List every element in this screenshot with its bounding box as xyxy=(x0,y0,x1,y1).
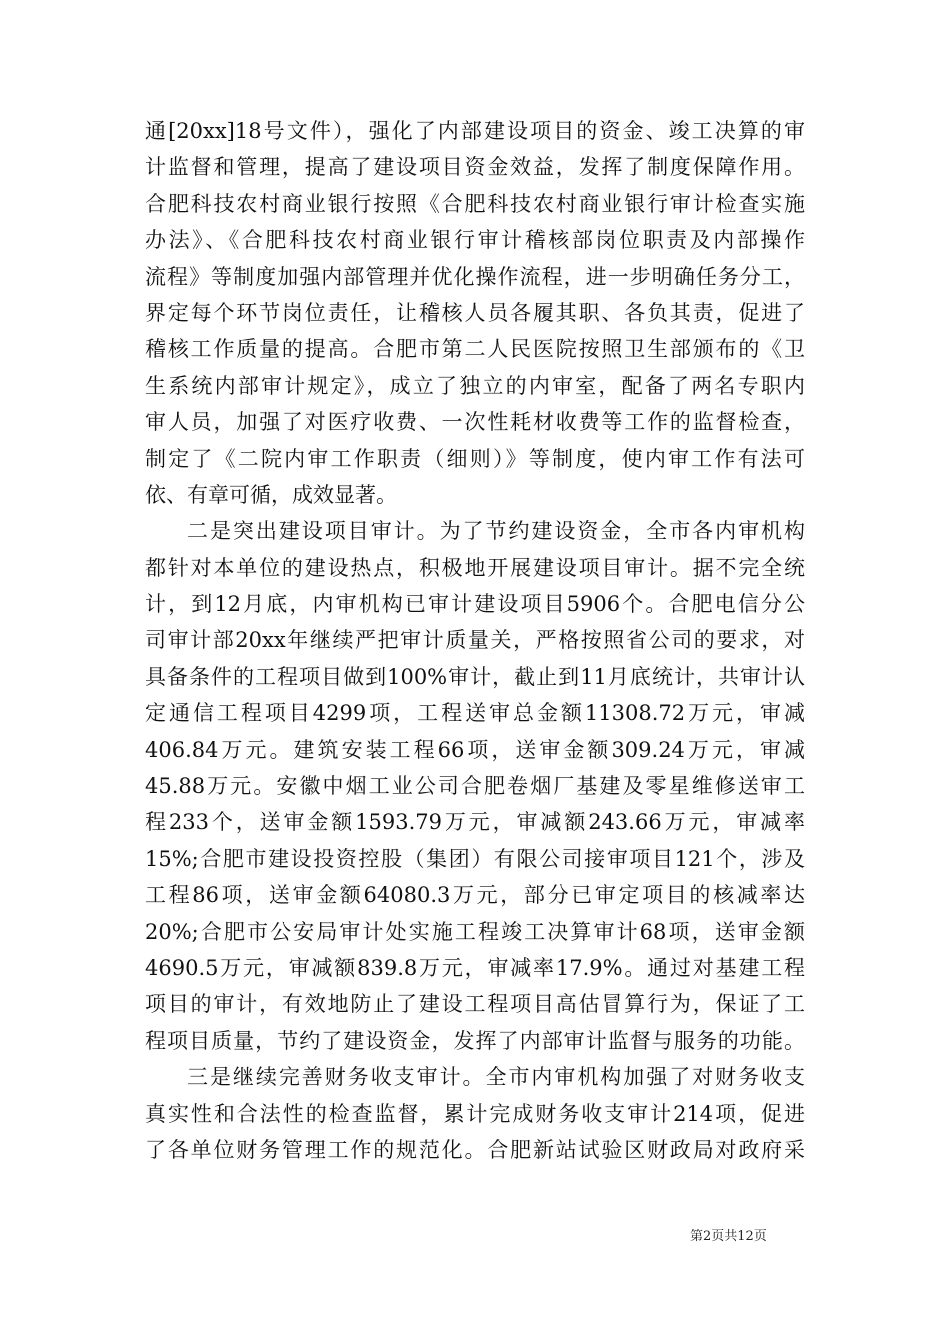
text-line: 4690.5万元，审减额839.8万元，审减率17.9%。通过对基建工程 xyxy=(145,955,805,980)
text-line: 45.88万元。安徽中烟工业公司合肥卷烟厂基建及零星维修送审工 xyxy=(145,774,805,799)
text-line: 办法》、《合肥科技农村商业银行审计稽核部岗位职责及内部操作 xyxy=(145,228,805,253)
text-line: 依、有章可循，成效显著。 xyxy=(145,482,397,507)
text-line: 工程86项，送审金额64080.3万元，部分已审定项目的核减率达 xyxy=(145,883,805,908)
text-line: 真实性和合法性的检查监督，累计完成财务收支审计214项，促进 xyxy=(145,1101,805,1126)
text-line: 计，到12月底，内审机构已审计建设项目5906个。合肥电信分公 xyxy=(145,592,805,617)
text-line: 15%;合肥市建设投资控股（集团）有限公司接审项目121个，涉及 xyxy=(145,846,805,871)
text-line: 合肥科技农村商业银行按照《合肥科技农村商业银行审计检查实施 xyxy=(145,191,805,216)
text-line: 审人员，加强了对医疗收费、一次性耗材收费等工作的监督检查， xyxy=(145,410,805,435)
text-line: 司审计部20xx年继续严把审计质量关，严格按照省公司的要求，对 xyxy=(145,628,805,653)
text-line: 通[20xx]18号文件），强化了内部建设项目的资金、竣工决算的审 xyxy=(145,119,805,143)
text-line: 计监督和管理，提高了建设项目资金效益，发挥了制度保障作用。 xyxy=(145,155,805,180)
text-line: 二是突出建设项目审计。为了节约建设资金，全市各内审机构 xyxy=(187,519,805,544)
text-line: 20%;合肥市公安局审计处实施工程竣工决算审计68项，送审金额 xyxy=(145,919,805,944)
text-line: 程233个，送审金额1593.79万元，审减额243.66万元，审减率 xyxy=(145,810,805,835)
text-line: 定通信工程项目4299项，工程送审总金额11308.72万元，审减 xyxy=(145,701,805,726)
text-line: 具备条件的工程项目做到100%审计，截止到11月底统计，共审计认 xyxy=(145,664,805,689)
body-text xyxy=(145,113,805,1168)
text-line: 程项目质量，节约了建设资金，发挥了内部审计监督与服务的功能。 xyxy=(145,1028,805,1053)
text-line: 项目的审计，有效地防止了建设工程项目高估冒算行为，保证了工 xyxy=(145,992,805,1017)
text-line: 流程》等制度加强内部管理并优化操作流程，进一步明确任务分工， xyxy=(145,264,805,289)
text-line: 稽核工作质量的提高。合肥市第二人民医院按照卫生部颁布的《卫 xyxy=(145,337,805,362)
text-line: 三是继续完善财务收支审计。全市内审机构加强了对财务收支 xyxy=(187,1065,805,1090)
page-number: 第2页共12页 xyxy=(690,1229,767,1244)
text-line: 界定每个环节岗位责任，让稽核人员各履其职、各负其责，促进了 xyxy=(145,300,805,325)
text-line: 都针对本单位的建设热点，积极地开展建设项目审计。据不完全统 xyxy=(145,555,805,580)
text-line: 了各单位财务管理工作的规范化。合肥新站试验区财政局对政府采 xyxy=(145,1137,805,1162)
text-line: 406.84万元。建筑安装工程66项，送审金额309.24万元，审减 xyxy=(145,737,805,762)
text-line: 生系统内部审计规定》，成立了独立的内审室，配备了两名专职内 xyxy=(145,373,805,398)
text-line: 制定了《二院内审工作职责（细则）》等制度，使内审工作有法可 xyxy=(145,446,805,471)
